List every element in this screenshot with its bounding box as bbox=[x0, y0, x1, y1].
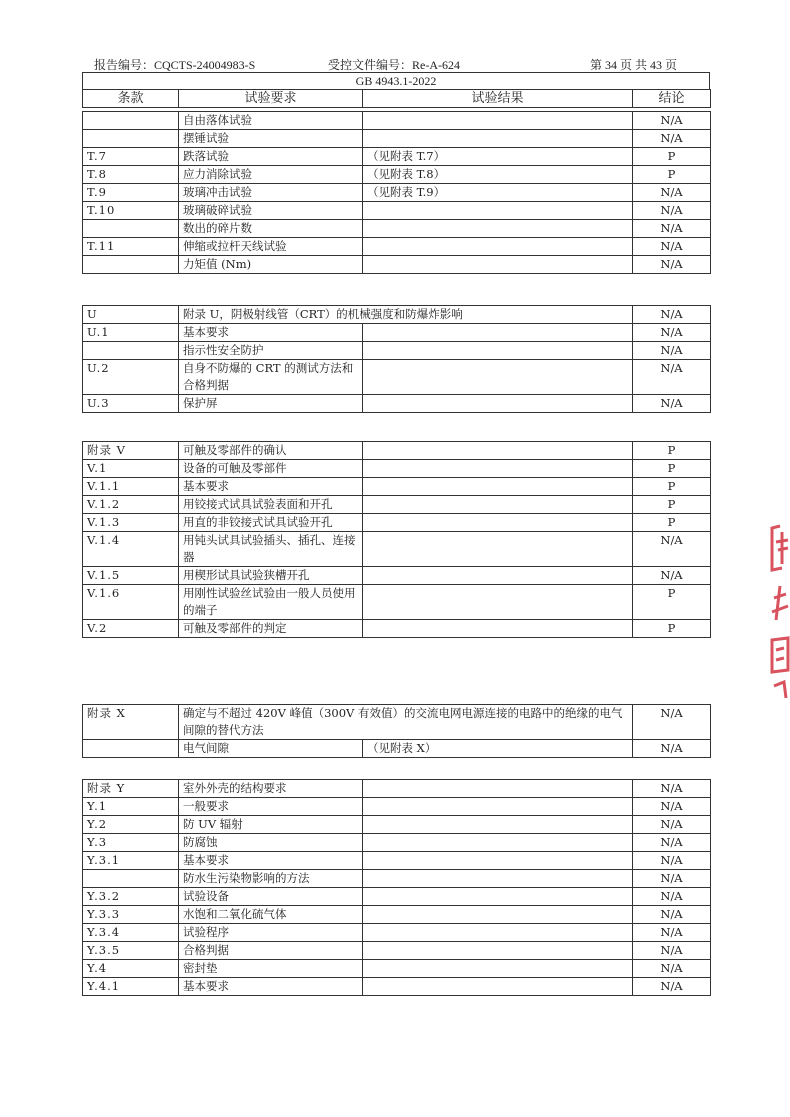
table-row bbox=[83, 442, 711, 460]
clause-cell bbox=[83, 220, 179, 238]
clause-cell bbox=[83, 130, 179, 148]
result-cell bbox=[363, 514, 633, 532]
requirement-cell: 电气间隙 bbox=[179, 740, 363, 758]
table-row bbox=[83, 532, 711, 567]
table-row bbox=[83, 567, 711, 585]
requirement-cell: 可触及零部件的判定 bbox=[179, 620, 363, 638]
clause-cell: Y.3.5 bbox=[83, 942, 179, 960]
table-row bbox=[83, 324, 711, 342]
result-cell bbox=[363, 324, 633, 342]
result-cell bbox=[363, 442, 633, 460]
clause-cell: Y.1 bbox=[83, 798, 179, 816]
clause-cell: Y.3 bbox=[83, 834, 179, 852]
verdict-cell: N/A bbox=[633, 924, 711, 942]
requirement-cell: 基本要求 bbox=[179, 478, 363, 496]
table-row bbox=[83, 816, 711, 834]
clause-cell: T.11 bbox=[83, 238, 179, 256]
page-header bbox=[82, 56, 710, 73]
result-cell bbox=[363, 924, 633, 942]
table-row bbox=[83, 148, 711, 166]
verdict-cell: N/A bbox=[633, 324, 711, 342]
table-row bbox=[83, 306, 711, 324]
verdict-cell: P bbox=[633, 620, 711, 638]
requirement-cell: 防 UV 辐射 bbox=[179, 816, 363, 834]
result-cell bbox=[363, 460, 633, 478]
table-row bbox=[83, 360, 711, 395]
table-row bbox=[83, 112, 711, 130]
verdict-cell: N/A bbox=[633, 888, 711, 906]
red-stamp-fragment bbox=[762, 520, 790, 700]
table-row bbox=[83, 852, 711, 870]
verdict-cell: P bbox=[633, 460, 711, 478]
page-number: 第 34 页 共 43 页 bbox=[590, 58, 678, 72]
result-cell bbox=[363, 620, 633, 638]
verdict-cell: N/A bbox=[633, 256, 711, 274]
requirement-cell: 密封垫 bbox=[179, 960, 363, 978]
result-cell bbox=[363, 238, 633, 256]
requirement-cell: 设备的可触及零部件 bbox=[179, 460, 363, 478]
table-row bbox=[83, 130, 711, 148]
clause-cell: Y.4 bbox=[83, 960, 179, 978]
requirement-cell: 摆锤试验 bbox=[179, 130, 363, 148]
requirement-cell: 试验设备 bbox=[179, 888, 363, 906]
clause-cell bbox=[83, 112, 179, 130]
table-row bbox=[83, 906, 711, 924]
clause-cell: U.3 bbox=[83, 395, 179, 413]
requirement-cell: 保护屏 bbox=[179, 395, 363, 413]
clause-cell: Y.3.3 bbox=[83, 906, 179, 924]
verdict-cell: P bbox=[633, 442, 711, 460]
clause-cell: U.2 bbox=[83, 360, 179, 395]
result-cell bbox=[363, 852, 633, 870]
requirement-cell: 伸缩或拉杆天线试验 bbox=[179, 238, 363, 256]
result-cell: （见附表 X） bbox=[363, 740, 633, 758]
clause-cell bbox=[83, 870, 179, 888]
verdict-cell: N/A bbox=[633, 202, 711, 220]
table-row bbox=[83, 202, 711, 220]
verdict-cell: N/A bbox=[633, 942, 711, 960]
table-row bbox=[83, 924, 711, 942]
result-cell bbox=[363, 834, 633, 852]
clause-cell: T.8 bbox=[83, 166, 179, 184]
result-cell bbox=[363, 342, 633, 360]
result-cell bbox=[363, 496, 633, 514]
verdict-cell: N/A bbox=[633, 238, 711, 256]
verdict-cell: N/A bbox=[633, 360, 711, 395]
table-row bbox=[83, 238, 711, 256]
result-cell bbox=[363, 816, 633, 834]
requirement-cell: 数出的碎片数 bbox=[179, 220, 363, 238]
requirement-cell: 玻璃破碎试验 bbox=[179, 202, 363, 220]
section-table bbox=[82, 111, 711, 274]
clause-cell: Y.3.1 bbox=[83, 852, 179, 870]
table-row bbox=[83, 870, 711, 888]
clause-cell: V.1.5 bbox=[83, 567, 179, 585]
verdict-cell: N/A bbox=[633, 184, 711, 202]
result-cell bbox=[363, 798, 633, 816]
result-cell: （见附表 T.7） bbox=[363, 148, 633, 166]
result-cell bbox=[363, 888, 633, 906]
result-cell bbox=[363, 395, 633, 413]
requirement-cell: 基本要求 bbox=[179, 324, 363, 342]
table-row bbox=[83, 780, 711, 798]
table-row bbox=[83, 220, 711, 238]
result-cell bbox=[363, 780, 633, 798]
table-row bbox=[83, 460, 711, 478]
verdict-cell: N/A bbox=[633, 740, 711, 758]
result-cell bbox=[363, 220, 633, 238]
report-number: 报告编号：CQCTS-24004983-S bbox=[94, 58, 256, 72]
clause-cell: Y.3.2 bbox=[83, 888, 179, 906]
requirement-cell: 防水生污染物影响的方法 bbox=[179, 870, 363, 888]
result-cell bbox=[363, 202, 633, 220]
verdict-cell: N/A bbox=[633, 220, 711, 238]
requirement-cell: 指示性安全防护 bbox=[179, 342, 363, 360]
column-header-table bbox=[82, 89, 711, 108]
table-row bbox=[83, 342, 711, 360]
table-row bbox=[83, 960, 711, 978]
result-cell bbox=[363, 906, 633, 924]
clause-cell: Y.2 bbox=[83, 816, 179, 834]
result-cell bbox=[363, 567, 633, 585]
result-cell bbox=[363, 978, 633, 996]
requirement-cell: 玻璃冲击试验 bbox=[179, 184, 363, 202]
verdict-cell: P bbox=[633, 514, 711, 532]
requirement-cell: 用刚性试验丝试验由一般人员使用的端子 bbox=[179, 585, 363, 620]
verdict-cell: N/A bbox=[633, 852, 711, 870]
clause-cell: 附录 V bbox=[83, 442, 179, 460]
verdict-cell: N/A bbox=[633, 395, 711, 413]
verdict-cell: N/A bbox=[633, 816, 711, 834]
clause-cell: V.1.3 bbox=[83, 514, 179, 532]
controlled-doc-number: 受控文件编号：Re-A-624 bbox=[328, 58, 460, 72]
clause-cell: U bbox=[83, 306, 179, 324]
verdict-cell: P bbox=[633, 166, 711, 184]
clause-cell: U.1 bbox=[83, 324, 179, 342]
clause-cell bbox=[83, 342, 179, 360]
table-row bbox=[83, 834, 711, 852]
verdict-cell: N/A bbox=[633, 906, 711, 924]
requirement-cell: 跌落试验 bbox=[179, 148, 363, 166]
requirement-cell: 用楔形试具试验狭槽开孔 bbox=[179, 567, 363, 585]
clause-cell: T.10 bbox=[83, 202, 179, 220]
requirement-cell: 力矩值 (Nm) bbox=[179, 256, 363, 274]
clause-cell: V.1 bbox=[83, 460, 179, 478]
requirement-cell: 防腐蚀 bbox=[179, 834, 363, 852]
table-row bbox=[83, 496, 711, 514]
verdict-cell: P bbox=[633, 478, 711, 496]
verdict-cell: N/A bbox=[633, 780, 711, 798]
verdict-cell: N/A bbox=[633, 798, 711, 816]
verdict-cell: P bbox=[633, 148, 711, 166]
result-cell bbox=[363, 585, 633, 620]
verdict-cell: N/A bbox=[633, 306, 711, 324]
clause-cell: 附录 Y bbox=[83, 780, 179, 798]
col-requirement: 试验要求 bbox=[179, 90, 363, 108]
clause-cell: V.1.2 bbox=[83, 496, 179, 514]
requirement-cell: 用铰接式试具试验表面和开孔 bbox=[179, 496, 363, 514]
clause-cell: Y.4.1 bbox=[83, 978, 179, 996]
result-cell bbox=[363, 942, 633, 960]
clause-cell: V.1.6 bbox=[83, 585, 179, 620]
table-row bbox=[83, 705, 711, 740]
verdict-cell: N/A bbox=[633, 130, 711, 148]
section-table bbox=[82, 305, 711, 413]
table-row bbox=[83, 620, 711, 638]
verdict-cell: N/A bbox=[633, 705, 711, 740]
result-cell bbox=[363, 130, 633, 148]
clause-cell: Y.3.4 bbox=[83, 924, 179, 942]
result-cell bbox=[363, 532, 633, 567]
verdict-cell: N/A bbox=[633, 567, 711, 585]
table-row bbox=[83, 888, 711, 906]
table-row bbox=[83, 256, 711, 274]
requirement-cell: 应力消除试验 bbox=[179, 166, 363, 184]
result-cell bbox=[363, 960, 633, 978]
result-cell bbox=[363, 360, 633, 395]
clause-cell: V.1.4 bbox=[83, 532, 179, 567]
table-row bbox=[83, 166, 711, 184]
requirement-cell: 室外外壳的结构要求 bbox=[179, 780, 363, 798]
verdict-cell: N/A bbox=[633, 978, 711, 996]
clause-cell bbox=[83, 740, 179, 758]
clause-cell: V.1.1 bbox=[83, 478, 179, 496]
verdict-cell: N/A bbox=[633, 960, 711, 978]
verdict-cell: N/A bbox=[633, 532, 711, 567]
requirement-cell: 基本要求 bbox=[179, 852, 363, 870]
section-table bbox=[82, 704, 711, 758]
requirement-cell: 合格判据 bbox=[179, 942, 363, 960]
table-row bbox=[83, 478, 711, 496]
result-cell: （见附表 T.8） bbox=[363, 166, 633, 184]
table-row bbox=[83, 798, 711, 816]
clause-cell: T.9 bbox=[83, 184, 179, 202]
verdict-cell: N/A bbox=[633, 112, 711, 130]
table-row bbox=[83, 740, 711, 758]
col-result: 试验结果 bbox=[363, 90, 633, 108]
result-cell bbox=[363, 870, 633, 888]
col-clause: 条款 bbox=[83, 90, 179, 108]
section-table bbox=[82, 441, 711, 638]
result-cell bbox=[363, 478, 633, 496]
clause-cell: T.7 bbox=[83, 148, 179, 166]
section-table bbox=[82, 779, 711, 996]
requirement-cell: 用直的非铰接式试具试验开孔 bbox=[179, 514, 363, 532]
table-row bbox=[83, 184, 711, 202]
result-cell bbox=[363, 256, 633, 274]
requirement-cell: 用钝头试具试验插头、插孔、连接器 bbox=[179, 532, 363, 567]
requirement-cell: 自身不防爆的 CRT 的测试方法和合格判据 bbox=[179, 360, 363, 395]
verdict-cell: N/A bbox=[633, 870, 711, 888]
requirement-cell: 基本要求 bbox=[179, 978, 363, 996]
clause-cell: V.2 bbox=[83, 620, 179, 638]
table-row bbox=[83, 585, 711, 620]
table-row bbox=[83, 942, 711, 960]
requirement-cell: 自由落体试验 bbox=[179, 112, 363, 130]
requirement-cell: 可触及零部件的确认 bbox=[179, 442, 363, 460]
requirement-cell: 附录 U，阴极射线管（CRT）的机械强度和防爆炸影响 bbox=[179, 306, 633, 324]
requirement-cell: 试验程序 bbox=[179, 924, 363, 942]
requirement-cell: 水饱和二氧化硫气体 bbox=[179, 906, 363, 924]
standard-title: GB 4943.1-2022 bbox=[82, 72, 710, 90]
verdict-cell: N/A bbox=[633, 834, 711, 852]
table-row bbox=[83, 514, 711, 532]
verdict-cell: P bbox=[633, 585, 711, 620]
requirement-cell: 确定与不超过 420V 峰值（300V 有效值）的交流电网电源连接的电路中的绝缘的电气间隙的替代方法 bbox=[179, 705, 633, 740]
result-cell bbox=[363, 112, 633, 130]
table-row bbox=[83, 978, 711, 996]
clause-cell bbox=[83, 256, 179, 274]
result-cell: （见附表 T.9） bbox=[363, 184, 633, 202]
clause-cell: 附录 X bbox=[83, 705, 179, 740]
col-verdict: 结论 bbox=[633, 90, 711, 108]
requirement-cell: 一般要求 bbox=[179, 798, 363, 816]
verdict-cell: P bbox=[633, 496, 711, 514]
verdict-cell: N/A bbox=[633, 342, 711, 360]
table-row bbox=[83, 395, 711, 413]
